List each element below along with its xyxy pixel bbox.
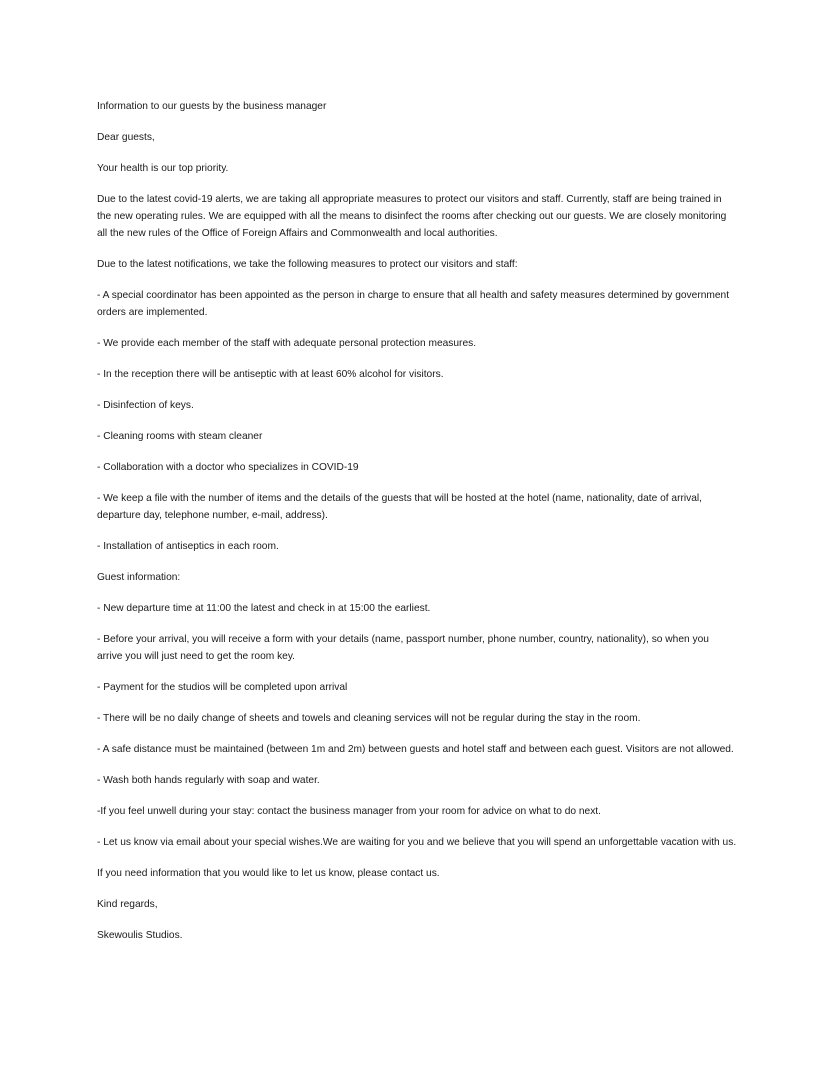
guest-info-item: - Payment for the studios will be completed upon arrival [97, 682, 348, 693]
letter-heading: Information to our guests by the business manager [97, 101, 327, 112]
measure-item: - We keep a file with the number of items and the details of the guests that will be hosted at the hotel (name, nationality, date of arrival, departure day, telephone number, e-mail, address). [97, 493, 702, 521]
measure-item: - Collaboration with a doctor who specializes in COVID-19 [97, 462, 359, 473]
measure-item: - A special coordinator has been appointed as the person in charge to ensure that all health and safety measures determined by government orders are implemented. [97, 290, 730, 318]
guest-info-item: - New departure time at 11:00 the latest and check in at 15:00 the earliest. [97, 603, 431, 614]
measure-item: - We provide each member of the staff with adequate personal protection measures. [97, 338, 477, 349]
salutation: Dear guests, [97, 132, 155, 143]
measure-item: - In the reception there will be antiseptic with at least 60% alcohol for visitors. [97, 369, 444, 380]
closing: Kind regards, [97, 899, 158, 910]
guest-info-item: - Let us know via email about your special wishes.We are waiting for you and we believe that you will spend an unforgettable vacation with us. [97, 837, 737, 848]
signature: Skewoulis Studios. [97, 930, 183, 941]
guest-info-item: - There will be no daily change of sheets and towels and cleaning services will not be regular during the stay in the room. [97, 713, 641, 724]
measure-item: - Disinfection of keys. [97, 400, 194, 411]
covid-measures-paragraph: Due to the latest covid-19 alerts, we are taking all appropriate measures to protect our visitors and staff. Currently, staff are being trained in the new operating rules. We are equipped with all the means to disinfect the rooms after checking out our guests. We are closely monitoring all the new rules of the Office of Foreign Affairs and Commonwealth and local authorities. [97, 194, 727, 239]
letter-page [97, 98, 737, 958]
guest-info-item: -If you feel unwell during your stay: contact the business manager from your room for advice on what to do next. [97, 806, 601, 817]
measure-item: - Installation of antiseptics in each room. [97, 541, 279, 552]
guest-info-item: - Wash both hands regularly with soap and water. [97, 775, 320, 786]
intro-line: Your health is our top priority. [97, 163, 229, 174]
guest-info-item: - A safe distance must be maintained (between 1m and 2m) between guests and hotel staff and between each guest. Visitors are not allowed. [97, 744, 734, 755]
measure-item: - Cleaning rooms with steam cleaner [97, 431, 263, 442]
guest-info-heading: Guest information: [97, 572, 181, 583]
measures-intro: Due to the latest notifications, we take the following measures to protect our visitors and staff: [97, 259, 518, 270]
guest-info-item: - Before your arrival, you will receive a form with your details (name, passport number, phone number, country, nationality), so when you arrive you will just need to get the room key. [97, 634, 709, 662]
contact-line: If you need information that you would like to let us know, please contact us. [97, 868, 440, 879]
